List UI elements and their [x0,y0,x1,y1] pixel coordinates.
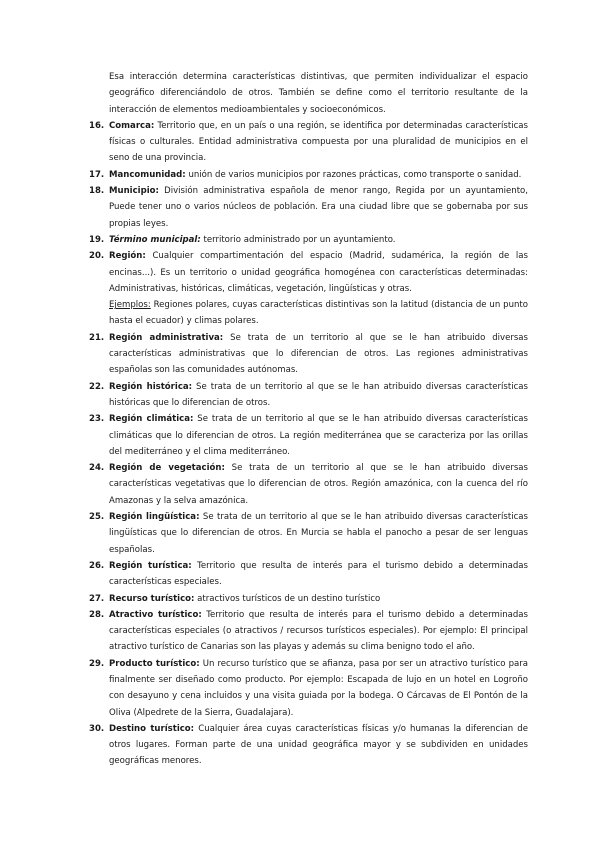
item-term: Producto turístico: [109,658,200,669]
item-number: 26. [89,560,105,571]
item-term: Región histórica: [109,381,193,392]
list-item [72,411,528,460]
item-term: Recurso turístico: [109,593,195,604]
item-text: Cualquier área cuyas características físicas y/o humanas la diferencian de otros lugares. Forman parte de una unidad geográfica mayor y se subdividen en unidades geográficas menores. [109,723,528,767]
item-text: Territorio que resulta de interés para el turismo debido a determinadas características especiales (o atractivos / recursos turísticos especiales). Por ejemplo: El principal atractivo turístico de Canarias son las playas y además su clima benigno todo el año. [109,609,528,653]
item-term: Región: [109,251,146,262]
example-text: Regiones polares, cuyas características distintivas son la latitud (distancia de un punto hasta el ecuador) y climas polares. [109,300,528,327]
item-term: Región climática: [109,414,194,425]
item-text: atractivos turísticos de un destino turístico [194,593,381,604]
item-text: Se trata de un territorio al que se le han atribuido diversas características lingüísticas que lo diferencian de otros. En Murcia se habla el panocho a pesar de ser lenguas españolas. [109,512,528,555]
list-item [72,656,528,721]
item-number: 24. [89,463,105,474]
list-item [72,232,528,248]
list-item [72,183,528,232]
intro-paragraph: Esa interacción determina características distintivas, que permiten individualizar el espacio geográfico diferenciándolo de otros. También se define como el territorio resultante de la interacción de elementos medioambientales y socioeconómicos. [109,72,528,115]
item-number: 21. [89,332,105,343]
item-term: Atractivo turístico: [109,609,202,620]
item-number: 18. [89,186,105,197]
item-text: Se trata de un territorio al que se le han atribuido diversas características vegetativas que lo diferencian de otros. Región amazónica, con la cuenca del río Amazonas y la selva amazónica. [109,463,528,506]
item-number: 22. [89,381,105,392]
item-text: Se trata de un territorio al que se le han atribuido diversas características administrativas que lo diferencian de otros. Las regiones administrativas españolas son las comunidades autónomas. [109,332,528,376]
item-number: 17. [89,169,105,180]
definitions-list [72,118,528,770]
list-item [72,330,528,379]
item-text: territorio administrado por un ayuntamiento. [200,234,396,245]
example-label: Ejemplos: [109,300,151,311]
list-item [72,607,528,656]
item-number: 29. [89,658,105,669]
item-number: 27. [89,593,105,604]
item-text: Un recurso turístico que se afianza, pasa por ser un atractivo turístico para finalmente ser diseñado como producto. Por ejemplo: Escapada de lujo en un hotel en Logroño con desayuno y cena incluidos y una visita guiada por la bodega. O Cárcavas de El Pontón de la Oliva (Alpedrete de la Sierra, Guadalajara). [109,658,528,718]
item-term: Término municipal: [109,234,201,245]
list-item [72,721,528,770]
list-item [72,558,528,591]
item-number: 16. [89,120,105,131]
item-number: 23. [89,414,105,425]
item-number: 20. [89,251,105,262]
list-item [72,460,528,509]
list-item [72,509,528,558]
item-text: Se trata de un territorio al que se le han atribuido diversas características históricas que lo diferencian de otros. [109,381,528,408]
item-term: Destino turístico: [109,723,195,734]
item-number: 28. [89,609,105,620]
item-text: Cualquier compartimentación del espacio (Madrid, sudamérica, la región de las encinas...). Es un territorio o unidad geográfica homogénea con características determinadas: Administrativas, históricas, climáticas, vegetación, lingüísticas y otras. [109,251,528,294]
list-item [72,248,528,329]
item-term: Comarca: [109,120,155,131]
item-text: Se trata de un territorio al que se le han atribuido diversas características climáticas que lo diferencian de otros. La región mediterránea que se caracteriza por las orillas del mediterráneo y el clima mediterráneo. [109,414,528,457]
item-term: Región turística: [109,560,192,571]
list-item [72,379,528,412]
item-text: División administrativa española de menor rango, Regida por un ayuntamiento, Puede tener uno o varios núcleos de población. Era una ciudad libre que se gobernaba por sus propias leyes. [109,186,528,229]
item-number: 25. [89,512,105,523]
item-text: unión de varios municipios por razones prácticas, como transporte o sanidad. [185,169,522,180]
item-term: Región de vegetación: [109,463,225,474]
list-item [72,591,528,607]
item-term: Región administrativa: [109,332,224,343]
item-number: 19. [89,234,105,245]
item-number: 30. [89,723,105,734]
item-text: Territorio que resulta de interés para el turismo debido a determinadas características especiales. [109,560,528,588]
item-text: Territorio que, en un país o una región, se identifica por determinadas características físicas o culturales. Entidad administrativa compuesta por una pluralidad de municipios en el seno de una provincia. [109,120,528,164]
list-item [72,167,528,183]
item-term: Región lingüística: [109,512,200,523]
list-item [72,118,528,167]
item-term: Mancomunidad: [109,169,186,180]
item-term: Municipio: [109,186,159,197]
